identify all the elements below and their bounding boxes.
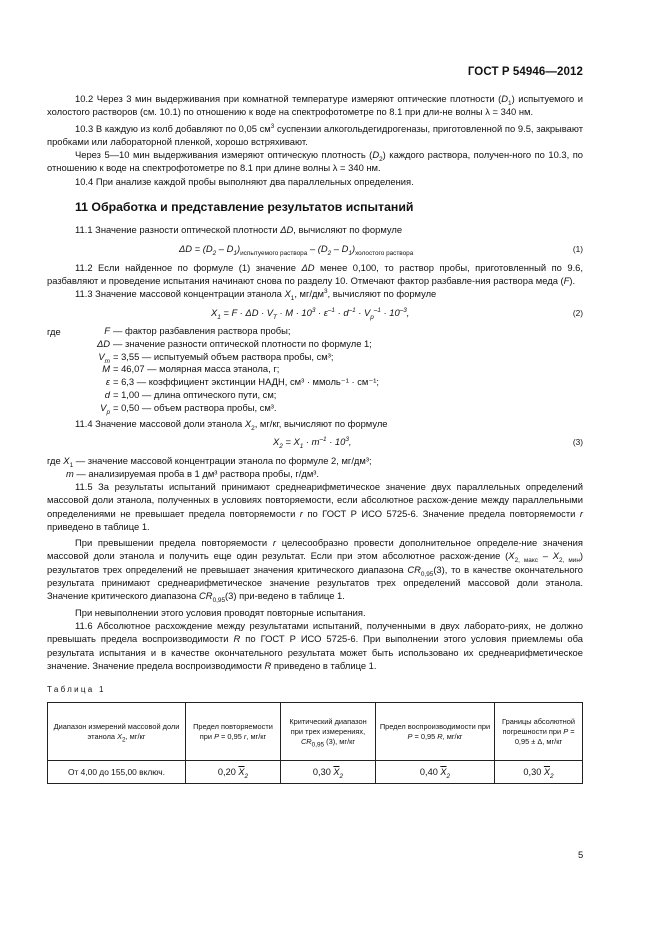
formula-1: [47, 241, 583, 257]
where-1-desc-VT: = 3,55 — испытуемый объем раствора пробы, см³;: [113, 350, 334, 362]
paragraph-11-2: 11.2 Если найденное по формуле (1) значение ΔD менее 0,100, то раствор пробы, приготовленный по 9.6, разбавляют и проведение испытания начинают снова по разделу 10. Отмечают фактор разбавле-ния раствора меда (F).: [47, 261, 583, 286]
where-label-1: где: [47, 325, 61, 337]
where-1-desc-dD: — значение разности оптической плотности по формуле 1;: [113, 337, 372, 349]
where-1-symbol-d: d: [104, 389, 110, 401]
where-list-1: [47, 325, 583, 415]
table-row: [48, 761, 583, 784]
where-1-desc-d: = 1,00 — длина оптического пути, см;: [113, 389, 277, 401]
formula-2-number: (2): [572, 307, 583, 318]
table-cell-range: От 4,00 до 155,00 включ.: [48, 761, 186, 784]
paragraph-10-4: 10.4 При анализе каждой пробы выполняют два параллельных определения.: [75, 175, 414, 187]
formula-1-expression: $\Delta D = (D_2 - D_1)_{испытуемого раствора} - (D_2 - D_1)_{холостого раствора}$: [179, 242, 414, 257]
table-cell-reproducibility: 0,40 $\overline{X}_2$: [376, 761, 495, 784]
formula-2-expression: $X_1 = F \cdot \Delta D \cdot V_T \cdot M \cdot 10^3 \cdot \varepsilon^{-1} \cdot d^{-1} \cdot V_p^{-1} \cdot 10^{-3}$,: [211, 306, 410, 321]
table-cell-error-bounds: 0,30 $\overline{X}_2$: [495, 761, 583, 784]
where-1-desc-F: — фактор разбавления раствора пробы;: [113, 325, 291, 337]
where-1-desc-Vp: = 0,50 — объем раствора пробы, см³.: [113, 401, 277, 413]
formula-1-number: (1): [572, 243, 583, 254]
where-1-symbol-F: F: [104, 325, 110, 337]
table-1: [47, 702, 583, 784]
table-header-row: [48, 703, 583, 761]
page-number: 5: [578, 849, 584, 860]
where-1-symbol-eps: ε: [105, 376, 110, 388]
table-1-caption: Таблица 1: [47, 685, 106, 695]
where-2-line-m: m — анализируемая проба в 1 дм³ раствора пробы, г/дм³.: [66, 467, 320, 479]
paragraph-11-3: 11.3 Значение массовой концентрации этанола $X_1$, $мг/дм^3$, вычисляют по формуле: [75, 288, 437, 303]
paragraph-10-3-continued: Через 5—10 мин выдерживания измеряют оптическую плотность $(D_2)$ каждого раствора, получен-ного по 10.3, по отношению к воде на спектрофотометре по 8.1 при длине волны λ = 340 нм.: [47, 149, 583, 174]
paragraph-11-5-repeat: При невыполнении этого условия проводят повторные испытания.: [75, 606, 366, 618]
formula-3: [47, 434, 583, 450]
table-cell-repeatability: 0,20 $\overline{X}_2$: [186, 761, 281, 784]
table-header-critical-range: Критический диапазон при трех измерениях, $CR_{0,95}$ (3), мг/кг: [281, 703, 376, 761]
table-header-repeatability: Предел повторяемости при P = 0,95 r, мг/кг: [186, 703, 281, 761]
paragraph-10-2: 10.2 Через 3 мин выдерживания при комнатной температуре измеряют оптические плотности $(D_1)$ испытуемого и холостого растворов (см. 10.1) по отношению к воде на спектрофотометре по 8.1 при дли-не волны λ = 340 нм.: [47, 93, 583, 118]
table-header-range: Диапазон измерений массовой доли этанола $X_2$, мг/кг: [48, 703, 186, 761]
document-header: ГОСТ Р 54946—2012: [467, 66, 583, 78]
where-1-symbol-VT: $V_т$: [98, 350, 110, 365]
where-1-desc-M: = 46,07 — молярная масса этанола, г;: [113, 363, 280, 375]
where-1-desc-eps: = 6,3 — коэффициент экстинции НАДН, см³ · ммоль⁻¹ · см⁻¹;: [113, 376, 380, 388]
section-11-heading: 11 Обработка и представление результатов испытаний: [75, 200, 414, 215]
paragraph-11-4: 11.4 Значение массовой доли этанола $X_2$, мг/кг, вычисляют по формуле: [75, 417, 388, 432]
formula-3-number: (3): [572, 436, 583, 447]
where-1-symbol-Vp: $V_р$: [100, 401, 110, 416]
where-1-symbol-M: M: [102, 363, 110, 375]
where-list-2: [47, 454, 583, 480]
formula-2: [47, 305, 583, 321]
where-1-symbol-dD: ΔD: [96, 337, 110, 349]
table-cell-critical-range: 0,30 $\overline{X}_2$: [281, 761, 376, 784]
paragraph-11-5: 11.5 За результаты испытаний принимают среднеарифметическое значение двух параллельных определений массовой доли этанола, полученных в условиях повторяемости, если абсолютное расхож-дение между параллельными определениями не превышает предела повторяемости r по ГОСТ Р ИСО 5725-6. Значение предела повторяемости r приведено в таблице 1.: [47, 480, 583, 532]
paragraph-11-6: 11.6 Абсолютное расхождение между результатами испытаний, полученными в двух лаборато-риях, не должно превышать предела воспроизводимости R по ГОСТ Р ИСО 5725-6. При выполнении этого условия приемлемы оба результата испытания и в качестве окончательного результата может быть использовано их среднеарифметическое значение. Значение предела воспроизводимости R приведено в таблице 1.: [47, 619, 583, 671]
document-body: [47, 92, 583, 784]
paragraph-11-5-continued: При превышении предела повторяемости r целесообразно провести дополнительное определе-ние значения массовой доли этанола и получить еще один результат. Если при этом абсолютное расхож-дение $(X_{2, макс} - X_{2, мин})$ результатов трех определений не превышает значения критического диапазона $CR_{0,95}(3)$, то в качестве окончательного результата принимают среднеарифметическое значение результатов трех определений массовой доли этанола. Значение критического диапазона $CR_{0,95}(3)$ при-ведено в таблице 1.: [47, 537, 583, 605]
paragraph-10-3: 10.3 В каждую из колб добавляют по 0,05 $см^3$ суспензии алкогольдегидрогеназы, приготовленной по 9.5, закрывают пробками или лабораторной пленкой, хорошо встряхивают.: [47, 122, 583, 147]
formula-3-expression: $X_2 = X_1 \cdot m^{-1} \cdot 10^3$,: [273, 435, 352, 450]
table-header-reproducibility: Предел воспроизводимости при P = 0,95 R, мг/кг: [376, 703, 495, 761]
table-header-error-bounds: Границы абсолютной погрешности при P = 0,95 ± Δ, мг/кг: [495, 703, 583, 761]
paragraph-11-1: 11.1 Значение разности оптической плотности ΔD, вычисляют по формуле: [75, 224, 403, 236]
where-2-line-X1: где $X_1$ — значение массовой концентрации этанола по формуле 2, мг/дм³;: [47, 454, 372, 469]
